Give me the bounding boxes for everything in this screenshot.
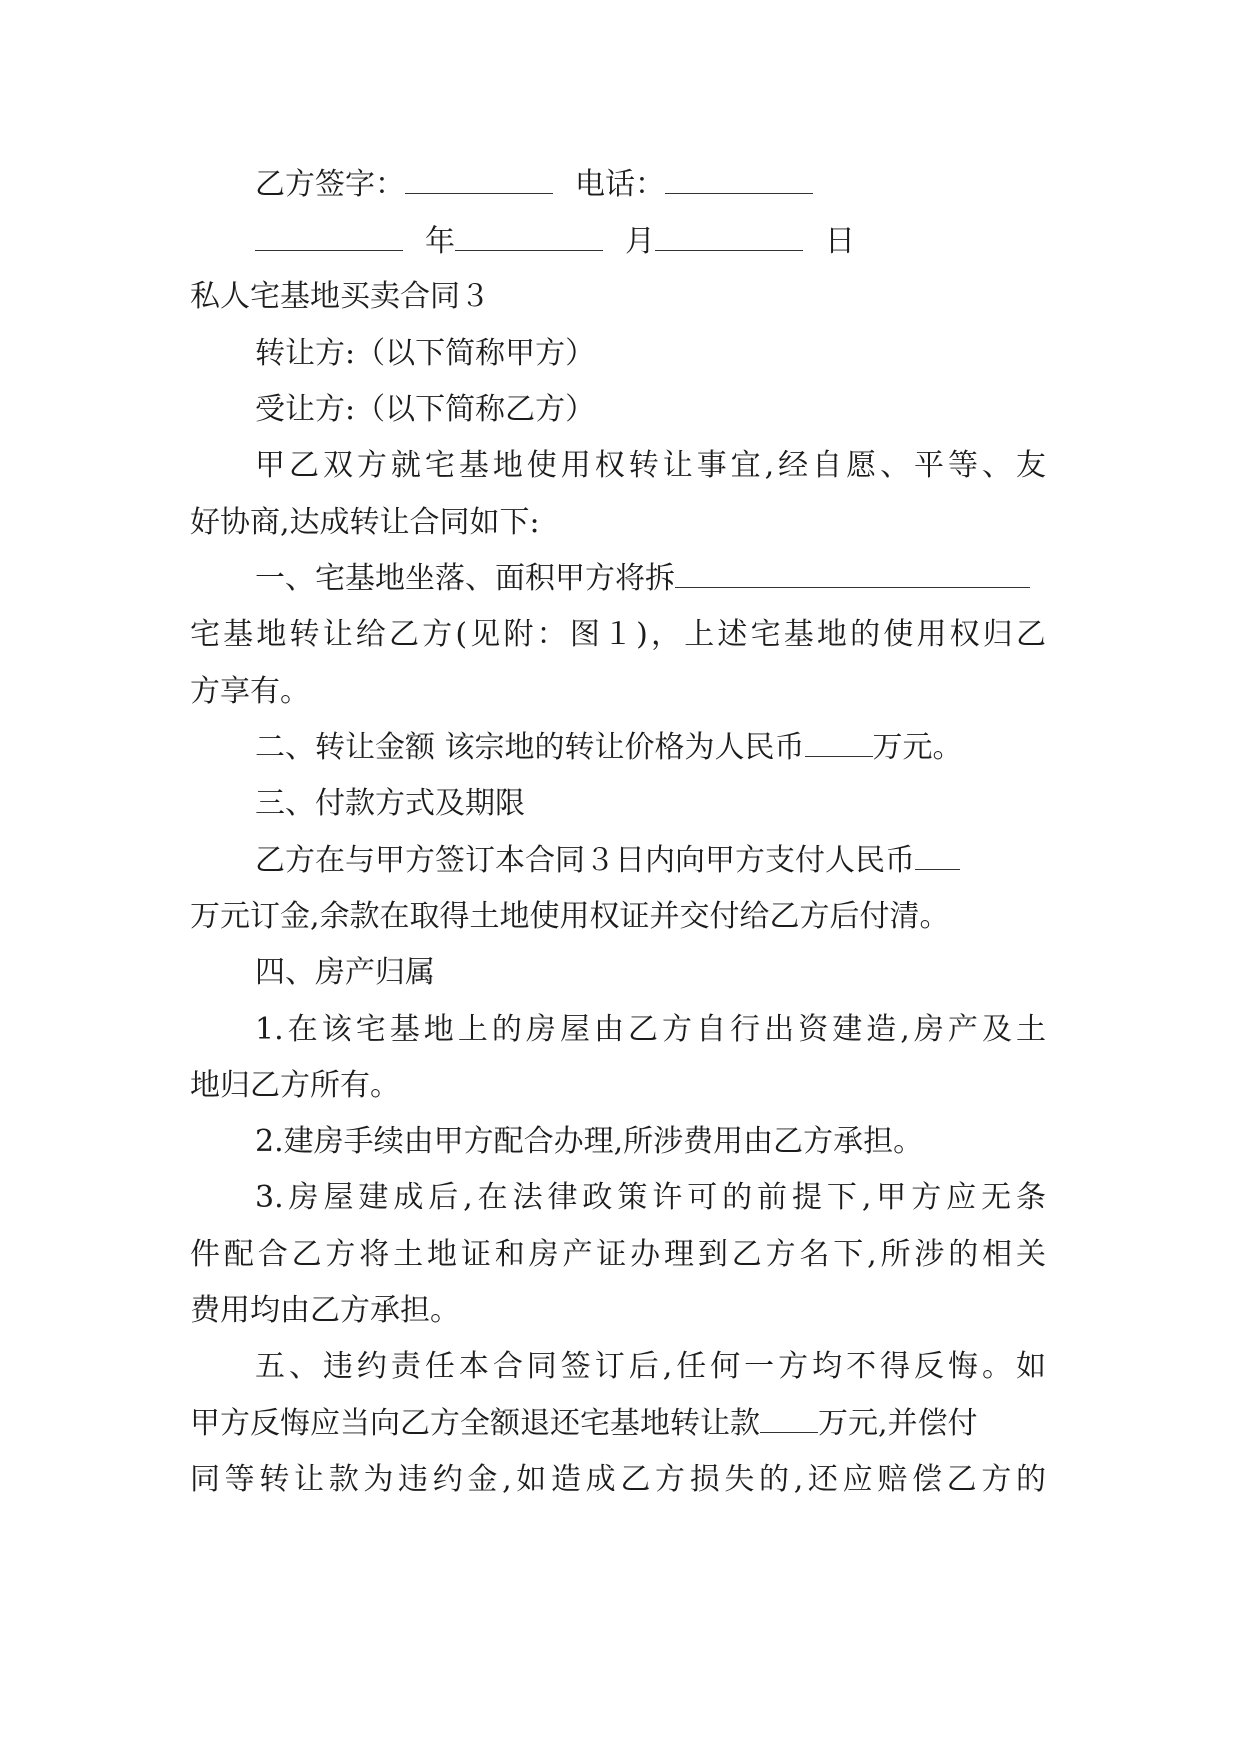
clause5-line2 bbox=[190, 1404, 978, 1444]
clause5-line1: 五、违约责任本合同签订后,任何一方均不得反悔。如 bbox=[255, 1349, 1046, 1384]
year-blank bbox=[255, 228, 403, 251]
clause2-unit: 万元。 bbox=[872, 730, 963, 765]
location-blank bbox=[675, 565, 1030, 588]
clause1-line1 bbox=[255, 559, 1030, 599]
phone-blank bbox=[665, 171, 813, 194]
clause1-line2: 宅基地转让给乙方(见附：图１)，上述宅基地的使用权归乙 bbox=[190, 617, 1046, 652]
phone-label: 电话： bbox=[575, 167, 665, 202]
refund-blank bbox=[760, 1410, 818, 1433]
clause3-heading: 三、付款方式及期限 bbox=[255, 786, 525, 821]
clause3-line2: 万元订金,余款在取得土地使用权证并交付给乙方后付清。 bbox=[190, 899, 950, 934]
intro-paragraph-line1: 甲乙双方就宅基地使用权转让事宜,经自愿、平等、友 bbox=[255, 448, 1046, 483]
party-b-signature-label: 乙方签字： bbox=[255, 167, 405, 202]
year-label: 年 bbox=[425, 224, 455, 259]
clause4-item3-line2: 件配合乙方将土地证和房产证办理到乙方名下,所涉的相关 bbox=[190, 1237, 1046, 1272]
signature-blank bbox=[405, 171, 553, 194]
clause5-text-tail: 万元,并偿付 bbox=[818, 1406, 978, 1441]
clause1-text: 一、宅基地坐落、面积甲方将拆 bbox=[255, 561, 675, 596]
clause4-item3-line3: 费用均由乙方承担。 bbox=[190, 1293, 460, 1328]
clause4-heading: 四、房产归属 bbox=[255, 955, 435, 990]
clause3-text: 乙方在与甲方签订本合同３日内向甲方支付人民币 bbox=[255, 843, 915, 878]
day-label: 日 bbox=[825, 224, 855, 259]
clause4-item1-line1: 1.在该宅基地上的房屋由乙方自行出资建造,房产及土 bbox=[255, 1012, 1046, 1047]
month-label: 月 bbox=[625, 224, 655, 259]
month-blank bbox=[455, 228, 603, 251]
clause3-line1 bbox=[255, 841, 960, 881]
deposit-blank bbox=[915, 847, 960, 870]
transferor-line: 转让方:（以下简称甲方） bbox=[255, 336, 596, 371]
signature-line bbox=[255, 165, 813, 205]
day-blank bbox=[655, 228, 803, 251]
intro-paragraph-line2: 好协商,达成转让合同如下: bbox=[190, 505, 540, 540]
clause2-text: 二、转让金额 该宗地的转让价格为人民币 bbox=[255, 730, 805, 765]
clause1-line3: 方享有。 bbox=[190, 674, 310, 709]
document-title: 私人宅基地买卖合同３ bbox=[190, 279, 490, 314]
clause5-line3: 同等转让款为违约金,如造成乙方损失的,还应赔偿乙方的 bbox=[190, 1462, 1046, 1497]
clause2-line bbox=[255, 728, 963, 768]
price-blank bbox=[805, 734, 873, 757]
date-line bbox=[255, 222, 855, 262]
clause4-item3-line1: 3.房屋建成后,在法律政策许可的前提下,甲方应无条 bbox=[255, 1180, 1046, 1215]
transferee-line: 受让方:（以下简称乙方） bbox=[255, 392, 596, 427]
clause4-item1-line2: 地归乙方所有。 bbox=[190, 1068, 400, 1103]
clause4-item2: 2.建房手续由甲方配合办理,所涉费用由乙方承担。 bbox=[255, 1124, 924, 1159]
clause5-text: 甲方反悔应当向乙方全额退还宅基地转让款 bbox=[190, 1406, 760, 1441]
